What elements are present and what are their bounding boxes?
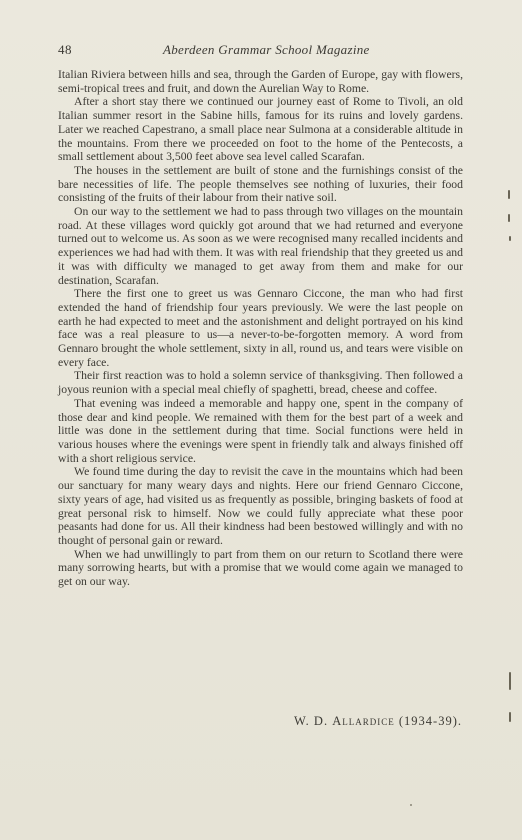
margin-mark — [509, 672, 511, 690]
running-head: Aberdeen Grammar School Magazine — [163, 42, 370, 57]
author-years: (1934-39). — [398, 714, 462, 728]
speck — [410, 804, 412, 806]
paragraph: That evening was indeed a memorable and happy one, spent in the company of those dear and kind people. We remained with them for the best part of a week and little was done in the settlement during that time. Social functions were held in various houses where the evenings were spent in friendly talk and always finished off with a short religious service. — [58, 396, 463, 465]
margin-mark — [508, 190, 510, 199]
author-surname: Allardice — [332, 714, 395, 728]
article-body — [58, 68, 463, 589]
paragraph: Their first reaction was to hold a solemn service of thanksgiving. Then followed a joyous reunion with a special meal chiefly of spaghetti, bread, cheese and coffee. — [58, 369, 463, 397]
margin-mark — [508, 214, 510, 222]
paragraph: We found time during the day to revisit the cave in the mountains which had been our sanctuary for many weary days and nights. Here our friend Gennaro Ciccone, sixty years of age, had visited us as frequently as possible, bringing baskets of food at great personal risk to himself. Now we could fully appreciate what these poor peasants had done for us. All their kindness had been bestowed willingly and with no thought of personal gain or reward. — [58, 465, 463, 547]
page-header — [58, 42, 462, 60]
paragraph: There the first one to greet us was Gennaro Ciccone, the man who had first extended the hand of friendship four years previously. We were the last people on earth he had expected to meet and the astonishment and delight portrayed on his kind face was a real pleasure to us—a never-to-be-forgotten memory. A word from Gennaro brought the whole settlement, sixty in all, round us, and tears were visible on every face. — [58, 287, 463, 369]
page-number: 48 — [58, 42, 72, 57]
paragraph: When we had unwillingly to part from them on our return to Scotland there were many sorrowing hearts, but with a promise that we would come again we managed to get on our way. — [58, 547, 463, 589]
paragraph: On our way to the settlement we had to pass through two villages on the mountain road. At these villages word quickly got around that we had returned and everyone turned out to welcome us. As soon as we were recognised many recalled incidents and experiences we had had with them. It was with real friendship that they greeted us and it was with difficulty we managed to get away from them and make for our destination, Scarafan. — [58, 205, 463, 287]
paragraph: The houses in the settlement are built of stone and the furnishings consist of the bare necessities of life. The people themselves see nothing of luxuries, their food consisting of the fruits of their labour from their native soil. — [58, 163, 463, 205]
margin-mark — [509, 236, 511, 241]
paragraph: After a short stay there we continued our journey east of Rome to Tivoli, an old Italian summer resort in the Sabine hills, famous for its ruins and lovely gardens. Later we reached Capestrano, a small place near Sulmona at a considerable altitude in the mountains. From there we proceeded on foot to the home of the Pentecosts, a small settlement about 3,500 feet above sea level called Scarafan. — [58, 95, 463, 164]
author-signature — [294, 714, 462, 729]
author-initials: W. D. — [294, 714, 329, 728]
paragraph: Italian Riviera between hills and sea, through the Garden of Europe, gay with flowers, semi-tropical trees and fruit, and down the Aurelian Way to Rome. — [58, 68, 463, 95]
margin-mark — [509, 712, 511, 722]
